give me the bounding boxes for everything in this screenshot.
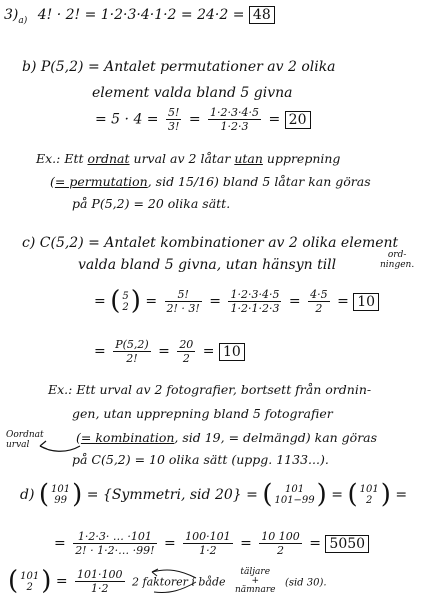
example-text: Ett	[64, 151, 84, 166]
example-text: , sid 15/16) bland 5 låtar kan göras	[147, 174, 371, 189]
example-label: Ex.:	[36, 151, 61, 166]
problem-3c-calc2: = $\frac{P(5,2)}{2!}$ = $\frac{20}{2}$ = 10	[94, 338, 245, 365]
problem-3d-line2: = $\frac{1\cdot 2\cdot 3\cdot \dots \cdot 101}{2! \cdot 1\cdot 2\cdot\dots \cdot 99!}$ = $\frac{100\cdot 101}{1\cdot 2}$ = $\frac{10 100}{2}$ = 5050	[54, 530, 369, 557]
fraction-3c-2: $\frac{1\cdot 2\cdot 3\cdot 4\cdot 5}{1\cdot 2\cdot 1\cdot 2\cdot 3}$	[230, 288, 280, 315]
answer-3a: 48	[249, 6, 275, 24]
problem-3b-line1	[22, 60, 336, 75]
label-c: c)	[22, 235, 36, 251]
example-3b-line3	[72, 196, 230, 211]
note-taljare-namnare: täljare + nämnare	[234, 567, 276, 595]
example-3b-line1	[36, 151, 340, 166]
example-text: på P(5,2) = 20 olika sätt.	[72, 196, 231, 211]
definition-3b: P(5,2) = Antalet permutationer av 2 olika	[40, 59, 336, 75]
fraction-3c-5: $\frac{20}{2}$	[179, 338, 194, 365]
example-text: upprepning	[266, 151, 341, 166]
example-3c-line2	[72, 406, 333, 421]
problem-3c-line2	[78, 258, 336, 273]
note-ref: (sid 30).	[284, 577, 327, 589]
problem-3c-line1	[22, 236, 398, 251]
fraction-3d-4: $\frac{101\cdot 100}{1\cdot 2}$	[77, 568, 123, 595]
curved-arrows-icon	[150, 566, 200, 596]
expression-3a: 4! · 2! = 1·2·3·4·1·2 = 24·2 =	[37, 7, 245, 23]
problem-3c-calc1: = ( 5 2 ) = $\frac{5!}{2! \cdot 3!}$ = $\frac{1\cdot 2\cdot 3\cdot 4\cdot 5}{1\cdot 2\cdot 1\cdot 2\cdot 3}$ = $\frac{4\cdot 5}{2}$ = 10	[94, 288, 379, 315]
binomial-101-99: 101 99	[51, 484, 71, 506]
example-text: (	[50, 174, 55, 189]
fraction-3b-1: $\frac{5!}{3!}$	[167, 106, 180, 133]
example-underlined-ordnat: ordnat	[87, 151, 130, 166]
fraction-3d-3: $\frac{10 100}{2}$	[261, 530, 300, 557]
example-3b-line2	[50, 174, 371, 189]
margin-note-ordningen: ord- ningen.	[380, 250, 415, 270]
fraction-3c-1: $\frac{5!}{2! \cdot 3!}$	[166, 288, 200, 315]
fraction-3b-2: $\frac{1\cdot 2\cdot 3\cdot 4\cdot 5}{1\cdot 2\cdot 3}$	[210, 106, 260, 133]
note-text: 2 faktorer i både	[132, 575, 226, 589]
problem-3d-line3: ( 101 2 ) = $\frac{101\cdot 100}{1\cdot 2}$ 2 faktorer i både täljare + nämnare (sid 30).	[8, 566, 327, 596]
fraction-3d-1: $\frac{1\cdot 2\cdot 3\cdot \dots \cdot 101}{2! \cdot 1\cdot 2\cdot\dots \cdot 99!}$	[75, 530, 155, 557]
problem-3b-calc	[95, 106, 311, 133]
problem-3d-line1: d) ( 101 99 ) = {Symmetri, sid 20} = ( 101 101−99 ) = ( 101 2 ) =	[20, 479, 408, 510]
example-text: gen, utan upprepning bland 5 fotografier	[72, 406, 333, 421]
answer-3c-1: 10	[353, 293, 379, 311]
binomial-101-2: 101 2	[359, 484, 379, 506]
example-underlined-utan: utan	[234, 151, 263, 166]
answer-3d: 5050	[325, 535, 369, 553]
fraction-3c-3: $\frac{4\cdot 5}{2}$	[310, 288, 328, 315]
answer-3b: 20	[285, 111, 311, 129]
example-3c-line3: (= kombination, sid 19, = delmängd) kan göras	[76, 430, 378, 445]
example-3c-line1	[48, 382, 371, 397]
problem-3b-line2	[92, 86, 292, 101]
label-d: d)	[20, 487, 35, 503]
calc-3b-b: =	[188, 111, 201, 128]
calc-3b-c: =	[268, 111, 281, 128]
side-note-oordnat-urval: Oordnat urval	[6, 430, 44, 450]
problem-3a-line	[4, 8, 275, 26]
definition-3b-cont: element valda bland 5 givna	[92, 85, 293, 101]
example-text: Ett urval av 2 fotografier, bortsett från ordnin-	[76, 382, 372, 397]
example-text: urval av 2 låtar	[133, 151, 231, 166]
binomial-101-101-99: 101 101−99	[274, 484, 315, 506]
binomial-5-2: 5 2	[122, 290, 129, 313]
fraction-3d-2: $\frac{100\cdot 101}{1\cdot 2}$	[185, 530, 231, 557]
calc-3b-a: = 5 · 4 =	[95, 111, 159, 128]
definition-3c-cont: valda bland 5 givna, utan hänsyn till	[78, 257, 337, 273]
definition-3c: C(5,2) = Antalet kombinationer av 2 olika element	[39, 235, 399, 251]
binomial-101-2-again: 101 2	[20, 570, 40, 593]
example-3c-line4	[72, 452, 329, 467]
problem-number: 3)	[4, 7, 19, 23]
example-underlined-permutation: = permutation	[54, 174, 148, 189]
answer-3c-2: 10	[219, 343, 245, 361]
fraction-3c-4: $\frac{P(5,2)}{2!}$	[115, 338, 149, 365]
example-label: Ex.:	[48, 382, 73, 397]
example-text: på C(5,2) = 10 olika sätt (uppg. 1133...).	[72, 452, 329, 467]
example-underlined-kombination: = kombination	[80, 430, 175, 445]
sub-label-a: a)	[18, 15, 28, 26]
label-b: b)	[22, 59, 37, 75]
